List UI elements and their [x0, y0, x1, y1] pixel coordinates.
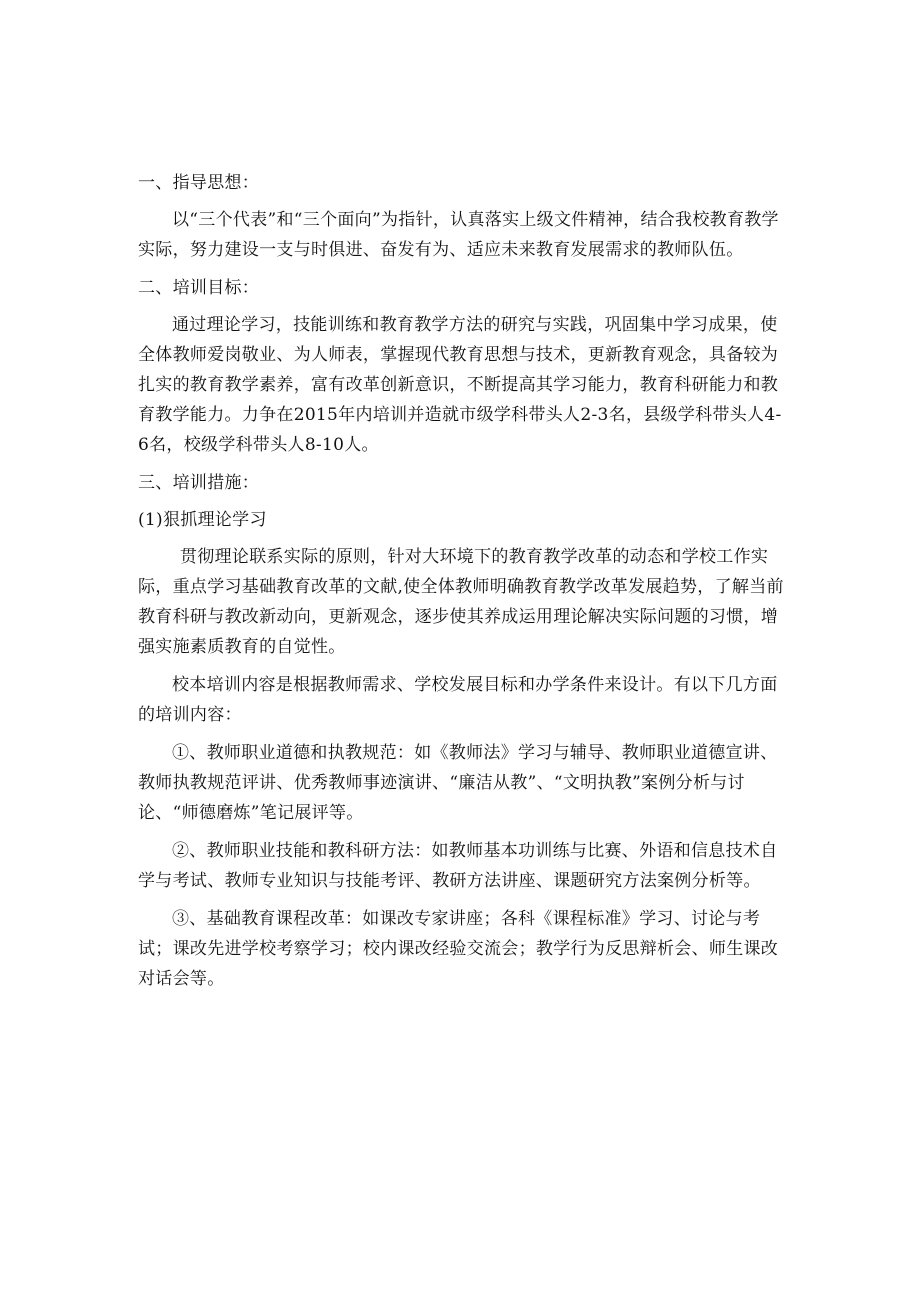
list-item-professional-ethics: ①、教师职业道德和执教规范：如《教师法》学习与辅导、教师职业道德宣讲、教师执教规范评讲、优秀教师事迹演讲、“廉洁从教”、“文明执教”案例分析与讨论、“师德磨炼”笔记展评等。 — [138, 743, 778, 823]
paragraph-training-goals: 通过理论学习，技能训练和教育教学方法的研究与实践，巩固集中学习成果，使全体教师爱岗敬业、为人师表，掌握现代教育思想与技术，更新教育观念，具备较为扎实的教育教学素养，富有改革创新意识，不断提高其学习能力，教育科研能力和教育教学能力。力争在2015年内培训并造就市级学科带头人2-3名，县级学科带头人4-6名，校级学科带头人8-10人。 — [138, 315, 782, 455]
paragraph-guiding-ideology: 以“三个代表”和“三个面向”为指针，认真落实上级文件精神，结合我校教育教学实际，努力建设一支与时俱进、奋发有为、适应未来教育发展需求的教师队伍。 — [138, 210, 779, 260]
section-heading-training-goals: 二、培训目标： — [138, 278, 260, 298]
list-item-professional-skills: ②、教师职业技能和教科研方法：如教师基本功训练与比赛、外语和信息技术自学与考试、教师专业知识与技能考评、教研方法讲座、课题研究方法案例分析等。 — [138, 841, 778, 891]
paragraph-training-content-intro: 校本培训内容是根据教师需求、学校发展目标和办学条件来设计。有以下几方面的培训内容： — [138, 675, 778, 725]
subheading-theory-study: (1)狠抓理论学习 — [138, 510, 267, 530]
section-heading-guiding-ideology: 一、指导思想： — [138, 173, 260, 193]
paragraph-theory-study: 贯彻理论联系实际的原则，针对大环境下的教育教学改革的动态和学校工作实际，重点学习基础教育改革的文献,使全体教师明确教育教学改革发展趋势，了解当前教育科研与教改新动向，更新观念，逐步使其养成运用理论解决实际问题的习惯，增强实施素质教育的自觉性。 — [138, 547, 784, 657]
list-item-curriculum-reform: ③、基础教育课程改革：如课改专家讲座；各科《课程标准》学习、讨论与考试；课改先进学校考察学习；校内课改经验交流会；教学行为反思辩析会、师生课改对话会等。 — [138, 909, 779, 989]
section-heading-training-measures: 三、培训措施： — [138, 473, 260, 493]
document-body — [138, 168, 788, 1002]
